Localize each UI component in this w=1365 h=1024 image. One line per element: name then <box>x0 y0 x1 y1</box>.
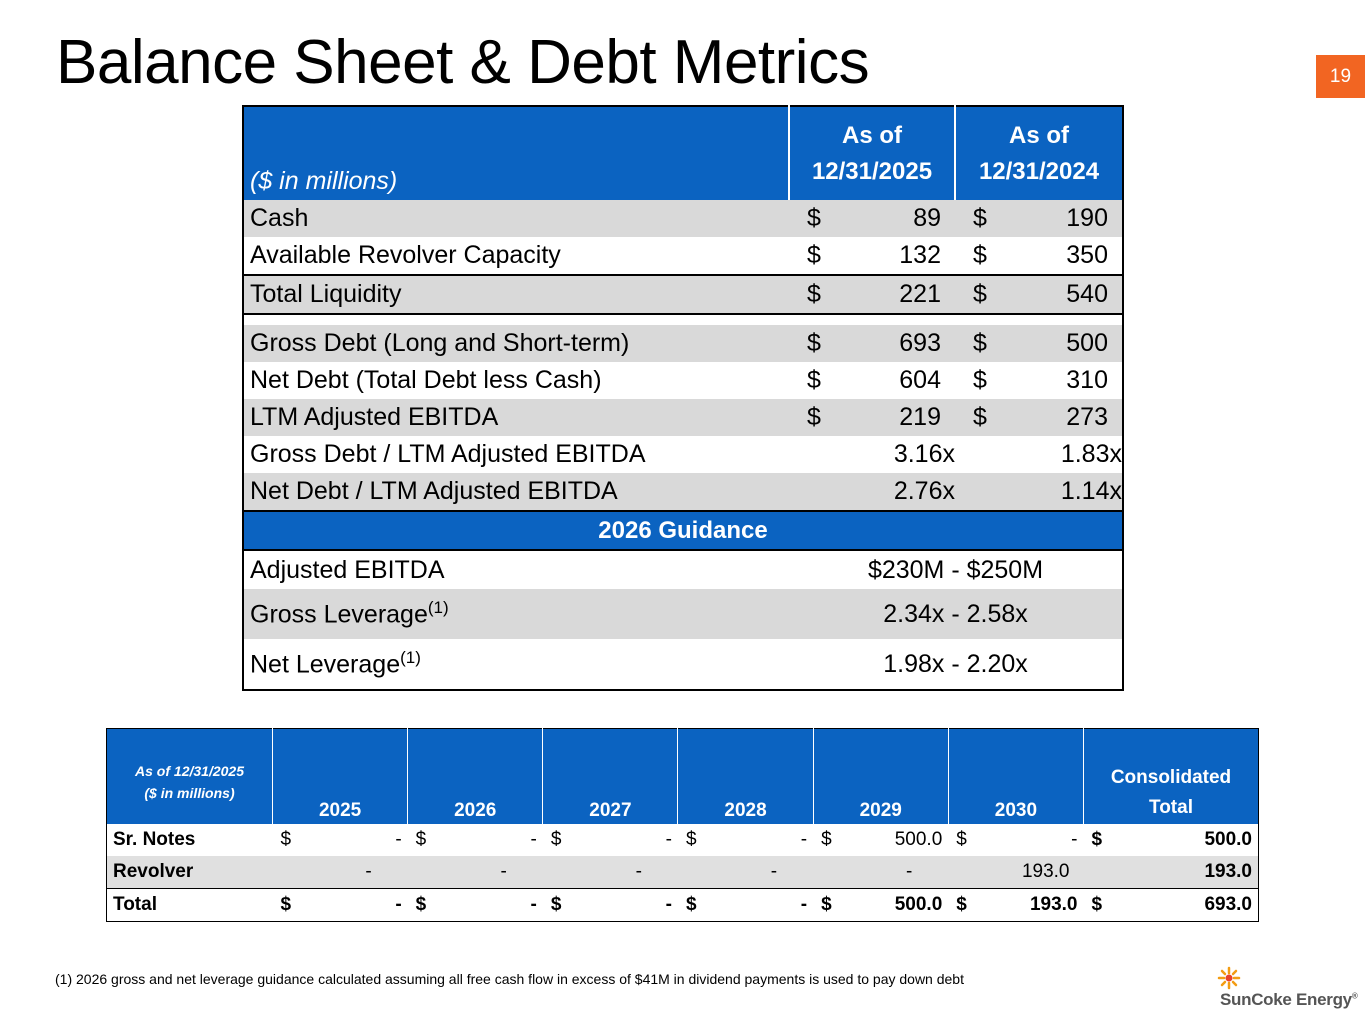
value-cell: - <box>678 856 813 889</box>
table-row <box>243 237 1123 275</box>
value-cell: $ - <box>273 889 408 922</box>
value-cell: - <box>543 856 678 889</box>
liquidity-table <box>242 105 1124 691</box>
row-label: Total Liquidity <box>243 275 789 314</box>
currency-symbol: $ <box>955 399 995 436</box>
value-2024: 1.83x <box>1060 440 1122 468</box>
maturity-row-revolver <box>107 856 1259 889</box>
row-label: Total <box>107 889 273 922</box>
currency-symbol: $ <box>973 241 987 269</box>
footnote-marker: (1) <box>427 598 449 618</box>
sun-icon <box>1216 966 1242 990</box>
footnote: (1) 2026 gross and net leverage guidance calculated assuming all free cash flow in excess of $41M in dividend payments is used to pay down debt <box>55 971 964 987</box>
row-label: Sr. Notes <box>113 829 196 850</box>
value-2025: 219 <box>829 399 955 436</box>
total-cell: $ 693.0 <box>1084 889 1259 922</box>
value-cell: $ - <box>956 829 1078 850</box>
currency-symbol: $ <box>807 241 821 269</box>
row-label: Net Debt / LTM Adjusted EBITDA <box>243 473 789 511</box>
value-cell: - <box>273 856 408 889</box>
value-2025: 221 <box>829 275 955 314</box>
page-number: 19 <box>1316 55 1365 98</box>
value-2025: 132 <box>899 241 941 269</box>
value-cell: $ - <box>685 829 808 850</box>
value-cell: $ 500.0 <box>821 829 943 850</box>
value-2024: 1.14x <box>995 473 1123 511</box>
column-header-2025: As of 12/31/2025 <box>789 106 955 200</box>
guidance-row <box>243 639 1123 690</box>
table-row <box>243 200 1123 237</box>
currency-symbol: $ <box>955 325 995 362</box>
year-header: 2029 <box>813 729 948 825</box>
value-cell: $ - <box>550 829 672 850</box>
value-2025: 2.76x <box>829 473 955 511</box>
value-cell: $ - <box>415 829 537 850</box>
debt-maturity-table <box>106 728 1259 922</box>
value-cell: $ - <box>543 889 678 922</box>
total-cell: 193.0 <box>1084 856 1259 889</box>
guidance-row <box>243 550 1123 589</box>
value-2025: 693 <box>829 325 955 362</box>
guidance-label: Adjusted EBITDA <box>250 555 445 584</box>
value-2025: 89 <box>829 200 955 237</box>
row-label: Gross Debt / LTM Adjusted EBITDA <box>250 440 646 468</box>
guidance-label: Gross Leverage$^{(1)}$ <box>243 589 789 639</box>
currency-symbol: $ <box>789 325 829 362</box>
value-cell: - <box>813 856 948 889</box>
footnote-marker: (1) <box>400 648 421 668</box>
spacer-row <box>243 314 1123 325</box>
year-header: 2028 <box>678 729 813 825</box>
value-cell: - <box>408 856 543 889</box>
value-cell: $ - <box>408 889 543 922</box>
row-label: Revolver <box>107 856 273 889</box>
table-row <box>243 436 1123 473</box>
value-2024: 500 <box>995 325 1123 362</box>
year-header: 2026 <box>408 729 543 825</box>
value-cell: $ 193.0 <box>948 889 1083 922</box>
value-cell: $ - <box>280 829 402 850</box>
maturity-row-sr-notes <box>107 824 1259 856</box>
value-cell: $ - <box>678 889 813 922</box>
guidance-value: 2.34x - 2.58x <box>789 589 1123 639</box>
row-label: Available Revolver Capacity <box>250 241 561 269</box>
value-2024: 273 <box>995 399 1123 436</box>
table-row <box>243 325 1123 362</box>
value-2025: 3.16x <box>893 440 955 468</box>
liquidity-header-row <box>243 106 1123 200</box>
year-header: 2030 <box>948 729 1083 825</box>
guidance-value: $230M - $250M <box>867 555 1044 584</box>
value-2024: 310 <box>1066 366 1108 394</box>
year-header: 2025 <box>273 729 408 825</box>
total-header: Consolidated Total <box>1084 729 1259 825</box>
table-row <box>243 473 1123 511</box>
currency-symbol: $ <box>789 399 829 436</box>
table-row <box>243 399 1123 436</box>
column-header-2024: As of 12/31/2024 <box>955 106 1123 200</box>
guidance-row <box>243 589 1123 639</box>
currency-symbol: $ <box>807 366 821 394</box>
table-row <box>243 362 1123 399</box>
row-label: LTM Adjusted EBITDA <box>243 399 789 436</box>
page-title: Balance Sheet & Debt Metrics <box>56 28 870 97</box>
value-2024: 350 <box>1066 241 1108 269</box>
value-cell: $ 500.0 <box>813 889 948 922</box>
value-2025: 604 <box>899 366 941 394</box>
currency-symbol: $ <box>955 200 995 237</box>
value-cell: 193.0 <box>948 856 1083 889</box>
currency-symbol: $ <box>973 366 987 394</box>
table-row-total-liquidity <box>243 275 1123 314</box>
currency-symbol: $ <box>789 275 829 314</box>
maturity-row-total <box>107 889 1259 922</box>
row-label: Cash <box>243 200 789 237</box>
maturity-header-row <box>107 729 1259 825</box>
value-2024: 540 <box>995 275 1123 314</box>
guidance-label: Net Leverage$^{(1)}$ <box>250 648 421 679</box>
total-cell: $ 500.0 <box>1091 829 1252 850</box>
guidance-header: 2026 Guidance <box>243 511 1123 550</box>
currency-symbol: $ <box>955 275 995 314</box>
logo-text: SunCoke Energy® <box>1220 990 1358 1009</box>
suncoke-logo <box>1212 966 1358 1014</box>
year-header: 2027 <box>543 729 678 825</box>
currency-symbol: $ <box>789 200 829 237</box>
unit-label: ($ in millions) <box>243 106 789 200</box>
guidance-value: 1.98x - 2.20x <box>883 649 1028 678</box>
asof-header: As of 12/31/2025 ($ in millions) <box>107 729 273 825</box>
row-label: Gross Debt (Long and Short-term) <box>243 325 789 362</box>
value-2024: 190 <box>995 200 1123 237</box>
guidance-header-row <box>243 511 1123 550</box>
row-label: Net Debt (Total Debt less Cash) <box>250 366 602 394</box>
